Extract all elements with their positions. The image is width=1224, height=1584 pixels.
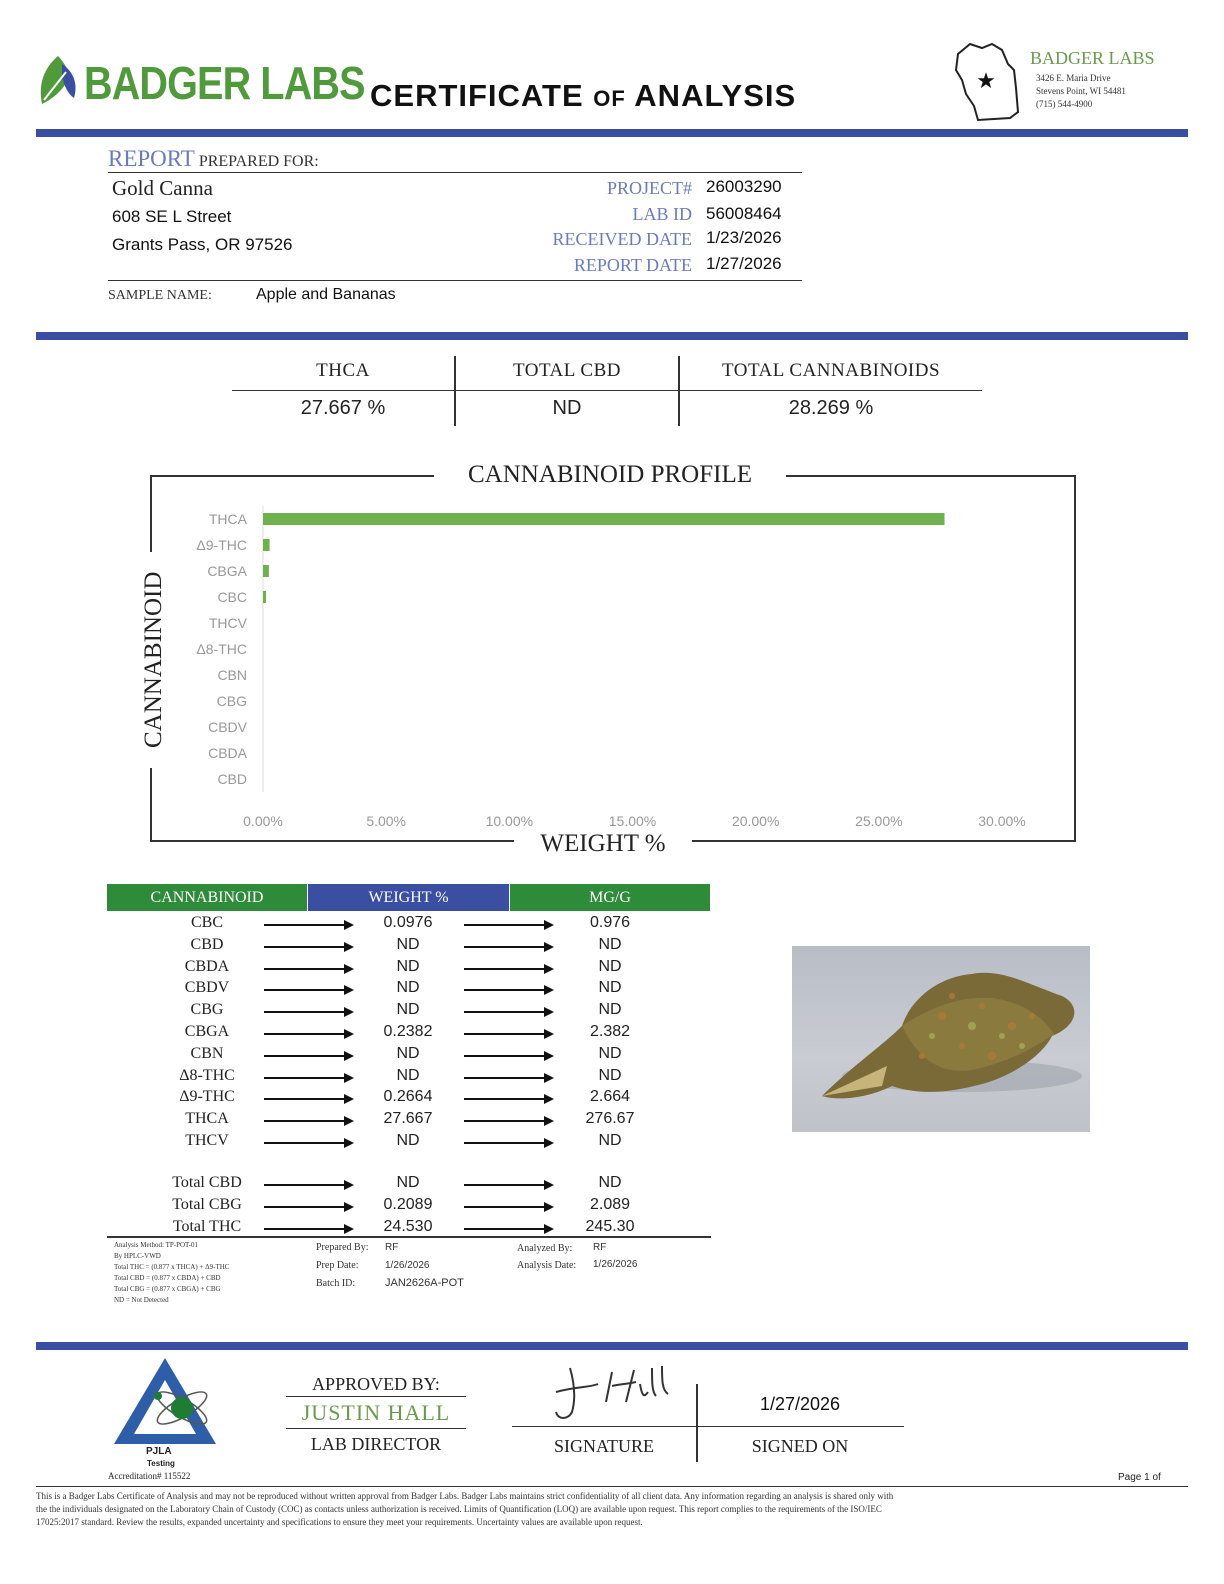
- chart-title: CANNABINOID PROFILE: [434, 461, 786, 489]
- accreditation-number: Accreditation# 115522: [108, 1471, 191, 1481]
- analysis-date-value: 1/26/2026: [593, 1259, 638, 1270]
- client-city: Grants Pass, OR 97526: [112, 235, 293, 254]
- disclaimer-rule: [36, 1486, 1188, 1487]
- row-arrow: [464, 1098, 552, 1100]
- chart-x-tick-label: 5.00%: [366, 813, 407, 829]
- method-notes: [114, 1240, 229, 1306]
- table-row-name: Δ8-THC: [179, 1066, 235, 1084]
- info-bottom-rule: [108, 280, 802, 281]
- row-arrow: [464, 968, 552, 970]
- table-row-mgg: 0.976: [589, 914, 631, 931]
- prepared-for-heading: [108, 146, 319, 172]
- page-title: [370, 78, 796, 114]
- chart-category-label: CBC: [217, 589, 247, 605]
- handwritten-signature: [548, 1362, 678, 1426]
- table-row-weight: 27.667: [383, 1110, 433, 1128]
- approved-by-label: APPROVED BY:: [312, 1374, 440, 1394]
- lab-address: [1036, 72, 1126, 111]
- lab-address-line1: 3426 E. Maria Drive: [1036, 73, 1111, 83]
- lab-name: BADGER LABS: [1030, 48, 1155, 68]
- table-row-mgg: ND: [598, 935, 622, 953]
- pjla-subtext: Testing: [147, 1459, 175, 1468]
- total-row-weight: ND: [396, 1174, 420, 1191]
- row-arrow: [464, 924, 552, 926]
- received-date-label: RECEIVED DATE: [552, 229, 692, 249]
- table-row-mgg: ND: [598, 957, 622, 975]
- cannabinoid-profile-chart: [180, 500, 1040, 829]
- badger-leaf-icon: [36, 54, 80, 112]
- table-row-name: CBDV: [184, 979, 230, 997]
- total-cannabinoids-label: TOTAL CANNABINOIDS: [721, 360, 941, 381]
- table-row-name: CBDA: [184, 957, 230, 975]
- row-arrow: [264, 1011, 352, 1013]
- chart-category-label: Δ9-THC: [196, 537, 247, 553]
- analyzed-by-value: RF: [593, 1242, 607, 1253]
- disclaimer: [36, 1490, 1188, 1529]
- chart-category-label: CBG: [216, 693, 247, 709]
- approved-rule-1: [286, 1396, 466, 1397]
- table-header-cannabinoid: CANNABINOID: [107, 884, 307, 911]
- page-number: Page 1 of: [1118, 1472, 1161, 1483]
- svg-text:★: ★: [976, 68, 996, 93]
- total-row-name: Total CBD: [172, 1174, 242, 1191]
- row-arrow: [264, 946, 352, 948]
- prepared-by-value: RF: [385, 1242, 399, 1253]
- row-arrow: [264, 924, 352, 926]
- row-arrow: [464, 1120, 552, 1122]
- cbd-formula: Total CBD = (0.877 x CBDA) + CBD: [114, 1274, 221, 1282]
- table-row-mgg: ND: [598, 1132, 622, 1149]
- chart-category-label: CBDV: [208, 719, 247, 735]
- report-label: REPORT: [108, 146, 195, 171]
- analysis-date-label: Analysis Date:: [517, 1260, 577, 1271]
- chart-category-label: CBDA: [208, 745, 247, 761]
- chart-category-label: THCA: [208, 511, 247, 527]
- prepared-for-label: PREPARED FOR:: [198, 153, 319, 170]
- total-cbd-label: TOTAL CBD: [512, 360, 621, 381]
- method-line2: By HPLC-VWD: [114, 1252, 161, 1260]
- thca-value: 27.667 %: [300, 397, 386, 419]
- table-row-name: THCA: [185, 1110, 229, 1128]
- signature-line: [512, 1426, 904, 1427]
- analyzed-by-label: Analyzed By:: [517, 1243, 573, 1254]
- table-row-mgg: 276.67: [585, 1110, 635, 1128]
- row-arrow: [464, 1228, 552, 1230]
- summary-box: [232, 356, 982, 426]
- table-row-name: Δ9-THC: [179, 1088, 235, 1106]
- table-row-mgg: 2.382: [589, 1023, 631, 1040]
- table-row-name: CBD: [190, 935, 224, 953]
- row-arrow: [264, 1033, 352, 1035]
- table-row-weight: ND: [396, 979, 420, 997]
- total-row-mgg: 245.30: [585, 1217, 635, 1235]
- report-date-label: REPORT DATE: [573, 255, 692, 275]
- table-row-weight: ND: [396, 1066, 420, 1084]
- row-arrow: [464, 989, 552, 991]
- total-row-name: Total CBG: [172, 1195, 242, 1213]
- approved-rule-2: [286, 1428, 466, 1429]
- table-row-mgg: ND: [598, 979, 622, 997]
- approver-title: LAB DIRECTOR: [310, 1434, 442, 1454]
- chart-x-tick-label: 15.00%: [608, 813, 657, 829]
- row-arrow: [464, 1033, 552, 1035]
- table-row-mgg: ND: [598, 1001, 622, 1019]
- chart-xlabel: WEIGHT %: [514, 830, 692, 858]
- row-arrow: [464, 1142, 552, 1144]
- disclaimer-line2: the the individuals designated on the Laboratory Chain of Custody (COC) as contacts unless authorization is received. Limits of Quantification (LOQ) are available upon request. This report complies to the requirements of the ISO/IEC: [36, 1504, 882, 1514]
- chart-x-tick-label: 30.00%: [978, 813, 1026, 829]
- project-label: PROJECT#: [606, 178, 692, 198]
- summary-rule: [232, 390, 982, 391]
- title-part2: ANALYSIS: [634, 78, 797, 113]
- client-street: 608 SE L Street: [112, 207, 232, 226]
- table-row-name: THCV: [185, 1132, 229, 1149]
- chart-category-label: Δ8-THC: [196, 641, 247, 657]
- total-cannabinoids-value: 28.269 %: [788, 397, 874, 419]
- badger-logo: [36, 54, 365, 114]
- chart-x-tick-label: 10.00%: [485, 813, 534, 829]
- prep-date-label: Prep Date:: [316, 1260, 359, 1271]
- report-date-value: 1/27/2026: [706, 254, 782, 273]
- row-arrow: [464, 1206, 552, 1208]
- table-row-weight: ND: [396, 1044, 420, 1062]
- lab-id-value: 56008464: [706, 204, 782, 223]
- table-header-mgg: MG/G: [510, 884, 710, 911]
- sample-name-value: Apple and Bananas: [256, 286, 396, 303]
- disclaimer-line3: 17025:2017 standard. Review the results, expanded uncertainty and specifications to ensure they meet your requirements. Uncertainty values are available upon request.: [36, 1517, 643, 1527]
- table-row-name: CBG: [190, 1001, 224, 1019]
- table-header-weight: WEIGHT %: [308, 884, 509, 911]
- chart-x-tick-label: 20.00%: [731, 813, 780, 829]
- table-row-weight: 0.2664: [383, 1088, 433, 1106]
- table-row-weight: 0.2382: [383, 1023, 433, 1040]
- total-row-mgg: ND: [598, 1174, 622, 1191]
- row-arrow: [464, 1184, 552, 1186]
- sample-photo: [792, 946, 1090, 1132]
- total-row-name: Total THC: [172, 1217, 242, 1235]
- lab-address-line2: Stevens Point, WI 54481: [1036, 86, 1126, 96]
- project-value: 26003290: [706, 177, 782, 196]
- client-name: Gold Canna: [112, 176, 213, 200]
- total-row-weight: 24.530: [383, 1217, 433, 1235]
- disclaimer-line1: This is a Badger Labs Certificate of Analysis and may not be reproduced without written approval from Badger Labs. Badger Labs maintains strict confidentiality of all client data. Any information regarding an analysis is shared only with: [36, 1491, 894, 1501]
- table-row-mgg: 2.664: [589, 1088, 631, 1106]
- prep-date-value: 1/26/2026: [385, 1260, 430, 1271]
- info-divider: [36, 332, 1188, 340]
- row-arrow: [264, 1098, 352, 1100]
- table-row-name: CBN: [190, 1044, 224, 1062]
- table-row-name: CBC: [190, 914, 223, 931]
- table-row-name: CBGA: [184, 1023, 230, 1040]
- total-row-mgg: 2.089: [589, 1195, 631, 1213]
- sample-name-label: SAMPLE NAME:: [108, 288, 212, 303]
- table-row-mgg: ND: [598, 1044, 622, 1062]
- pjla-accreditation-logo: [110, 1356, 220, 1448]
- batch-id-label: Batch ID:: [316, 1278, 356, 1289]
- lab-id-label: LAB ID: [632, 204, 692, 224]
- chart-x-tick-label: 25.00%: [855, 813, 903, 829]
- chart-bar: [263, 513, 945, 525]
- cbg-formula: Total CBG = (0.877 x CBGA) + CBG: [114, 1285, 221, 1293]
- chart-bar: [263, 539, 270, 551]
- thc-formula: Total THC = (0.877 x THCA) + Δ9-THC: [114, 1263, 230, 1271]
- prepared-by-label: Prepared By:: [316, 1242, 369, 1253]
- chart-category-label: CBD: [217, 771, 247, 787]
- row-arrow: [264, 968, 352, 970]
- chart-category-label: CBN: [217, 667, 247, 683]
- batch-id-value: JAN2626A-POT: [385, 1277, 464, 1289]
- info-top-rule: [108, 172, 802, 173]
- total-cbd-value: ND: [552, 397, 582, 419]
- row-arrow: [264, 1055, 352, 1057]
- signature-divider: [696, 1384, 698, 1462]
- row-arrow: [264, 1206, 352, 1208]
- title-of: OF: [593, 86, 626, 111]
- signed-on-label: SIGNED ON: [751, 1436, 849, 1456]
- method-line1: Analysis Method: TP-POT-01: [114, 1241, 199, 1249]
- row-arrow: [264, 1228, 352, 1230]
- pjla-text: PJLA: [146, 1446, 172, 1457]
- row-arrow: [264, 1077, 352, 1079]
- table-bottom-rule: [107, 1236, 711, 1238]
- table-row-weight: ND: [396, 1001, 420, 1019]
- lab-phone: (715) 544-4900: [1036, 99, 1093, 109]
- received-date-value: 1/23/2026: [706, 228, 782, 247]
- nd-note: ND = Not Detected: [114, 1296, 169, 1304]
- footer-divider: [36, 1342, 1188, 1350]
- wisconsin-map-icon: [952, 40, 1028, 122]
- row-arrow: [264, 1120, 352, 1122]
- row-arrow: [464, 1055, 552, 1057]
- row-arrow: [264, 989, 352, 991]
- row-arrow: [264, 1142, 352, 1144]
- row-arrow: [464, 946, 552, 948]
- row-arrow: [464, 1077, 552, 1079]
- table-row-weight: 0.0976: [383, 914, 433, 931]
- chart-category-label: THCV: [208, 615, 247, 631]
- approver-name: JUSTIN HALL: [301, 1400, 451, 1425]
- table-row-weight: ND: [396, 957, 420, 975]
- chart-bar: [263, 565, 269, 577]
- signature-label: SIGNATURE: [553, 1436, 654, 1456]
- table-row-weight: ND: [396, 935, 420, 953]
- title-part1: CERTIFICATE: [370, 78, 584, 113]
- chart-bar: [263, 591, 266, 603]
- flower-bud-image: [792, 946, 1090, 1132]
- table-row-weight: ND: [396, 1132, 420, 1149]
- thca-label: THCA: [316, 360, 370, 381]
- total-row-weight: 0.2089: [383, 1195, 433, 1213]
- signed-date: 1/27/2026: [759, 1394, 841, 1414]
- header-divider: [36, 129, 1188, 137]
- chart-x-tick-label: 0.00%: [243, 813, 283, 829]
- chart-category-label: CBGA: [207, 563, 247, 579]
- table-row-mgg: ND: [598, 1066, 622, 1084]
- row-arrow: [464, 1011, 552, 1013]
- chart-ylabel: CANNABINOID: [140, 552, 168, 768]
- logo-text: BADGER LABS: [84, 57, 365, 109]
- row-arrow: [264, 1184, 352, 1186]
